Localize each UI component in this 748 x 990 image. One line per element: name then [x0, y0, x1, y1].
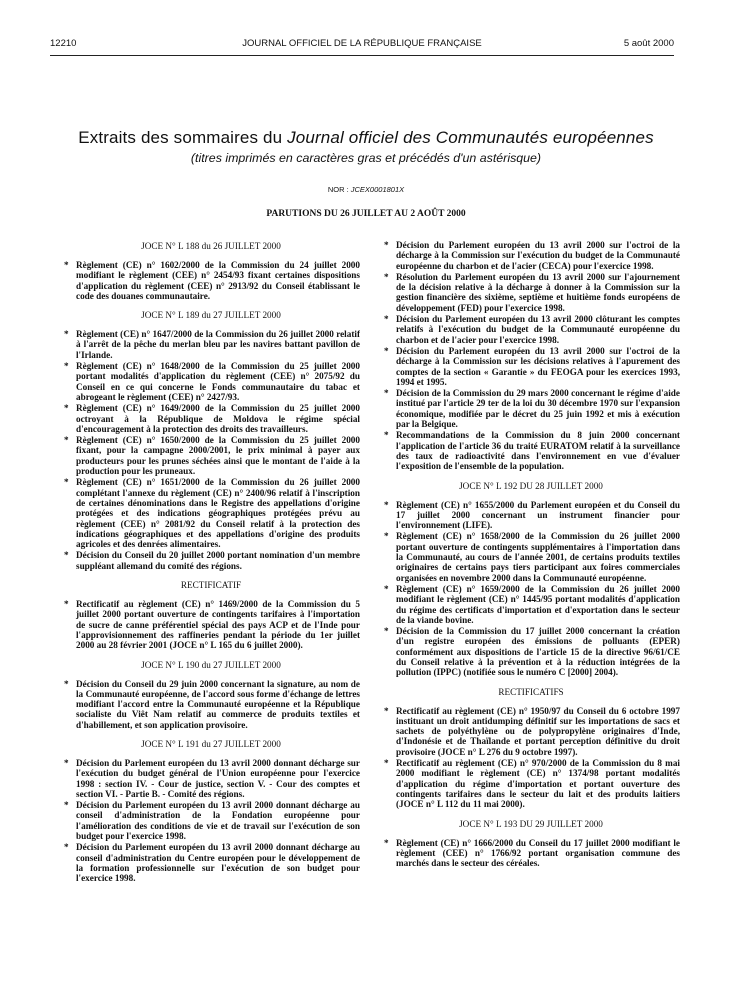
entry-text: Rectificatif au règlement (CE) n° 1950/97 du Conseil du 6 octobre 1997 instituant un droit antidumping définitif sur les importations de sacs et sachets de polyéthylène ou de polypropylène originaires d'Inde, d'Indonésie et de Thaïlande et portant perception définitive du droit provisoire (JOCE n° L 276 du 9 octobre 1997). [396, 705, 680, 757]
summary-entry [382, 758, 680, 809]
summary-entry [62, 477, 360, 549]
entry-text: Règlement (CE) n° 1650/2000 de la Commission du 25 juillet 2000 fixant, pour la campagne 2000/2001, le prix minimal à payer aux producteurs pour les prunes séchées ainsi que le montant de l'aide à la production pour les pruneaux. [76, 435, 360, 477]
entry-text: Règlement (CE) n° 1655/2000 du Parlement européen et du Conseil du 17 juillet 2000 concernant un instrument financier pour l'environnement (LIFE). [396, 499, 680, 531]
issue-date: 5 août 2000 [623, 38, 674, 49]
summary-entry [382, 584, 680, 625]
entry-text: Règlement (CE) n° 1647/2000 de la Commission du 26 juillet 2000 relatif à l'arrêt de la pêche du merlan bleu par les navires battant pavillon de l'Irlande. [76, 329, 360, 360]
asterisk-marker: * [64, 800, 69, 811]
entry-text: Résolution du Parlement européen du 13 avril 2000 sur l'ajournement de la décision relative à la décharge à donner à la Commission sur la gestion financière des sixième, septième et huitième fonds européens de développement (FED) pour l'exercice 1998. [396, 271, 680, 313]
right-column [382, 240, 680, 960]
asterisk-marker: * [64, 260, 69, 270]
entry-text: Décision du Parlement européen du 13 avril 2000 donnant décharge au conseil d'administration du Centre européen pour le développement de la formation professionnelle sur l'exécution de son budget pour l'exercice 1998. [76, 842, 360, 884]
section-heading: JOCE N° L 189 du 27 JUILLET 2000 [141, 310, 281, 321]
asterisk-marker: * [384, 626, 389, 637]
header-rule [50, 55, 674, 56]
title-journal: Journal officiel des Communautés européennes [287, 128, 654, 147]
asterisk-marker: * [64, 477, 69, 488]
asterisk-marker: * [384, 705, 389, 716]
asterisk-marker: * [384, 837, 389, 848]
asterisk-marker: * [64, 678, 69, 689]
asterisk-marker: * [64, 329, 69, 340]
entry-text: Recommandations de la Commission du 8 juin 2000 concernant l'application de l'article 36 du traité EURATOM relatif à la surveillance des taux de radioactivité dans l'environnement en vue d'évaluer l'exposition de l'ensemble de la population. [396, 430, 680, 472]
entry-text: Décision de la Commission du 29 mars 2000 concernant le régime d'aide institué par l'article 29 ter de la loi du 30 décembre 1970 sur l'expansion économique, modifiée par le décret du 25 juin 1992 et mis à exécution par la Belgique. [396, 388, 680, 430]
entry-text: Règlement (CE) n° 1649/2000 de la Commission du 25 juillet 2000 octroyant à la République de Moldova le régime spécial d'encouragement à la protection des droits des travailleurs. [76, 403, 360, 434]
asterisk-marker: * [64, 842, 69, 853]
section-heading: RECTIFICATIF [180, 580, 242, 591]
summary-entry [382, 346, 680, 387]
entry-text: Rectificatif au règlement (CE) n° 970/2000 de la Commission du 8 mai 2000 modifiant le règlement (CE) n° 1374/98 portant modalités d'application du régime d'importation et portant ouverture des contingents tarifaires dans le secteur du lait et des produits laitiers (JOCE n° L 112 du 11 mai 2000). [396, 758, 680, 810]
section-spacer [62, 572, 360, 579]
summary-entry [62, 361, 360, 402]
left-column [62, 240, 360, 960]
page-number: 12210 [50, 38, 77, 49]
asterisk-marker: * [64, 435, 69, 446]
page-title [56, 128, 676, 148]
entry-text: Règlement (CE) n° 1666/2000 du Conseil du 17 juillet 2000 modifiant le règlement (CEE) n° 1766/92 portant organisation commune des marchés dans le secteur des céréales. [396, 837, 680, 869]
summary-entry [382, 838, 680, 869]
asterisk-marker: * [384, 531, 389, 542]
entry-text: Règlement (CE) n° 1659/2000 de la Commission du 26 juillet 2000 modifiant le règlement (CE) n° 1445/95 portant modalités d'application du régime des certificats d'importation et d'exportation dans le secteur de la viande bovine. [396, 583, 680, 625]
asterisk-marker: * [64, 361, 69, 372]
asterisk-marker: * [64, 403, 69, 414]
section-spacer [62, 652, 360, 659]
entry-text: Décision du Parlement européen du 13 avril 2000 donnant décharge au conseil d'administration de la Fondation européenne pour l'amélioration des conditions de vie et de travail sur l'exécution de son budget pour l'exercice 1998. [76, 800, 360, 842]
asterisk-marker: * [64, 757, 69, 768]
asterisk-marker: * [384, 583, 389, 594]
nor-label: NOR : [327, 185, 351, 194]
entry-text: Décision du Parlement européen du 13 avril 2000 clôturant les comptes relatifs à l'exécution du budget de la Communauté européenne du charbon et de l'acier pour l'exercice 1998. [396, 314, 680, 345]
asterisk-marker: * [384, 388, 389, 399]
summary-entry [382, 706, 680, 757]
page-header [50, 38, 674, 54]
section-heading: JOCE N° L 188 du 26 JUILLET 2000 [141, 241, 281, 251]
summary-entry [62, 758, 360, 799]
summary-entry [382, 314, 680, 345]
summary-entry [62, 329, 360, 360]
section-heading: JOCE N° L 191 du 27 JUILLET 2000 [141, 738, 281, 749]
section-spacer [382, 679, 680, 686]
entry-text: Rectificatif au règlement (CE) n° 1469/2000 de la Commission du 5 juillet 2000 portant ouverture de contingents tarifaires à l'importation de sucre de canne préférentiel spécial des pays ACP et de l'Inde pour l'approvisionnement des raffineries pendant la période du 1er juillet 2000 au 28 février 2001 (JOCE n° L 165 du 6 juillet 2000). [76, 599, 360, 651]
title-prefix: Extraits des sommaires du [78, 128, 288, 147]
section-spacer [62, 885, 360, 892]
section-heading: JOCE N° L 192 DU 28 JUILLET 2000 [459, 480, 603, 491]
page-subtitle: (titres imprimés en caractères gras et précédés d'un astérisque) [190, 151, 542, 165]
summary-entry [382, 531, 680, 582]
entry-text: Règlement (CE) n° 1651/2000 de la Commission du 26 juillet 2000 complétant l'annexe du règlement (CE) n° 2400/96 relatif à l'inscription de certaines dénominations dans le Registre des appellations d'origine protégées et des indications géographiques protégées prévu au règlement (CEE) n° 2081/92 du Conseil relatif à la protection des indications géographiques et des appellations d'origine des produits agricoles et des denrées alimentaires. [76, 477, 360, 550]
journal-title: JOURNAL OFFICIEL DE LA RÉPUBLIQUE FRANÇAISE [242, 38, 482, 49]
summary-entry [62, 435, 360, 476]
summary-entry [382, 240, 680, 271]
asterisk-marker: * [384, 314, 389, 325]
entry-text: Décision du Parlement européen du 13 avril 2000 sur l'octroi de la décharge à la Commission sur l'exécution du budget de la Communauté européenne du charbon et de l'acier (CECA) pour l'exercice 1998. [396, 240, 680, 271]
asterisk-marker: * [384, 271, 389, 282]
summary-entry [382, 500, 680, 531]
summary-entry [382, 430, 680, 471]
entry-text: Règlement (CE) n° 1658/2000 de la Commission du 26 juillet 2000 portant ouverture de contingents supplémentaires à l'importation dans la Communauté, au cours de l'année 2001, de certains produits textiles originaires de certains pays tiers participant aux foires commerciales organisées en novembre 2000 dans la Communauté européenne. [396, 531, 680, 583]
section-spacer [382, 811, 680, 818]
asterisk-marker: * [384, 240, 389, 250]
asterisk-marker: * [384, 499, 389, 510]
entry-text: Décision du Conseil du 29 juin 2000 concernant la signature, au nom de la Communauté européenne, de l'accord sous forme d'échange de lettres modifiant l'accord entre la Communauté européenne et la République socialiste du Viêt Nam relatif au commerce de produits textiles et d'habillement, et son application provisoire. [76, 678, 360, 730]
summary-entry [62, 550, 360, 571]
section-heading: JOCE N° L 193 DU 29 JUILLET 2000 [459, 818, 603, 829]
summary-entry [62, 800, 360, 841]
asterisk-marker: * [384, 758, 389, 769]
summary-entry [62, 403, 360, 434]
summary-entry [382, 388, 680, 429]
entry-text: Décision de la Commission du 17 juillet 2000 concernant la création d'un registre européen des émissions de polluants (EPER) conformément aux dispositions de l'article 15 de la directive 96/61/CE du Conseil relative à la prévention et à la réduction intégrées de la pollution (IPPC) (notifiée sous le numéro C [2000] 2004). [396, 626, 680, 678]
asterisk-marker: * [384, 430, 389, 441]
asterisk-marker: * [64, 599, 69, 610]
summary-entry [382, 272, 680, 313]
entry-text: Décision du Parlement européen du 13 avril 2000 donnant décharge sur l'exécution du budget général de l'Union européenne pour l'exercice 1998 : section IV. - Cour de justice, section V. - Cour des comptes et section VI. - Partie B. - Comité des régions. [76, 757, 360, 799]
section-spacer [382, 869, 680, 876]
entry-text: Règlement (CE) n° 1648/2000 de la Commission du 25 juillet 2000 portant modalités d'application du règlement (CEE) n° 2075/92 du Conseil en ce qui concerne le Fonds communautaire du tabac et abrogeant le règlement (CEE) n° 2427/93. [76, 361, 360, 402]
entry-text: Décision du Parlement européen du 13 avril 2000 sur l'octroi de la décharge à la Commission sur les décisions relatives à l'apurement des comptes de la section « Garantie » du FEOGA pour les exercices 1993, 1994 et 1995. [396, 345, 680, 387]
summary-entry [62, 260, 360, 301]
nor-reference [56, 185, 676, 194]
section-spacer [62, 731, 360, 738]
section-spacer [62, 302, 360, 309]
section-heading: JOCE N° L 190 du 27 JUILLET 2000 [141, 659, 281, 670]
asterisk-marker: * [64, 550, 69, 561]
entry-text: Règlement (CE) n° 1602/2000 de la Commission du 24 juillet 2000 modifiant le règlement (CEE) n° 2454/93 fixant certaines dispositions d'application du règlement (CEE) n° 2913/92 du Conseil établissant le code des douanes communautaire. [76, 260, 360, 301]
summary-entry [62, 842, 360, 883]
summary-entry [62, 599, 360, 650]
section-spacer [382, 473, 680, 480]
summary-entry [382, 626, 680, 677]
section-heading: RECTIFICATIFS [498, 686, 564, 697]
nor-code: JCEX0001801X [350, 185, 405, 194]
summary-entry [62, 679, 360, 730]
parutions-heading: PARUTIONS DU 26 JUILLET AU 2 AOÛT 2000 [266, 209, 466, 219]
asterisk-marker: * [384, 345, 389, 356]
entry-text: Décision du Conseil du 20 juillet 2000 portant nomination d'un membre suppléant allemand du comité des régions. [76, 550, 360, 571]
